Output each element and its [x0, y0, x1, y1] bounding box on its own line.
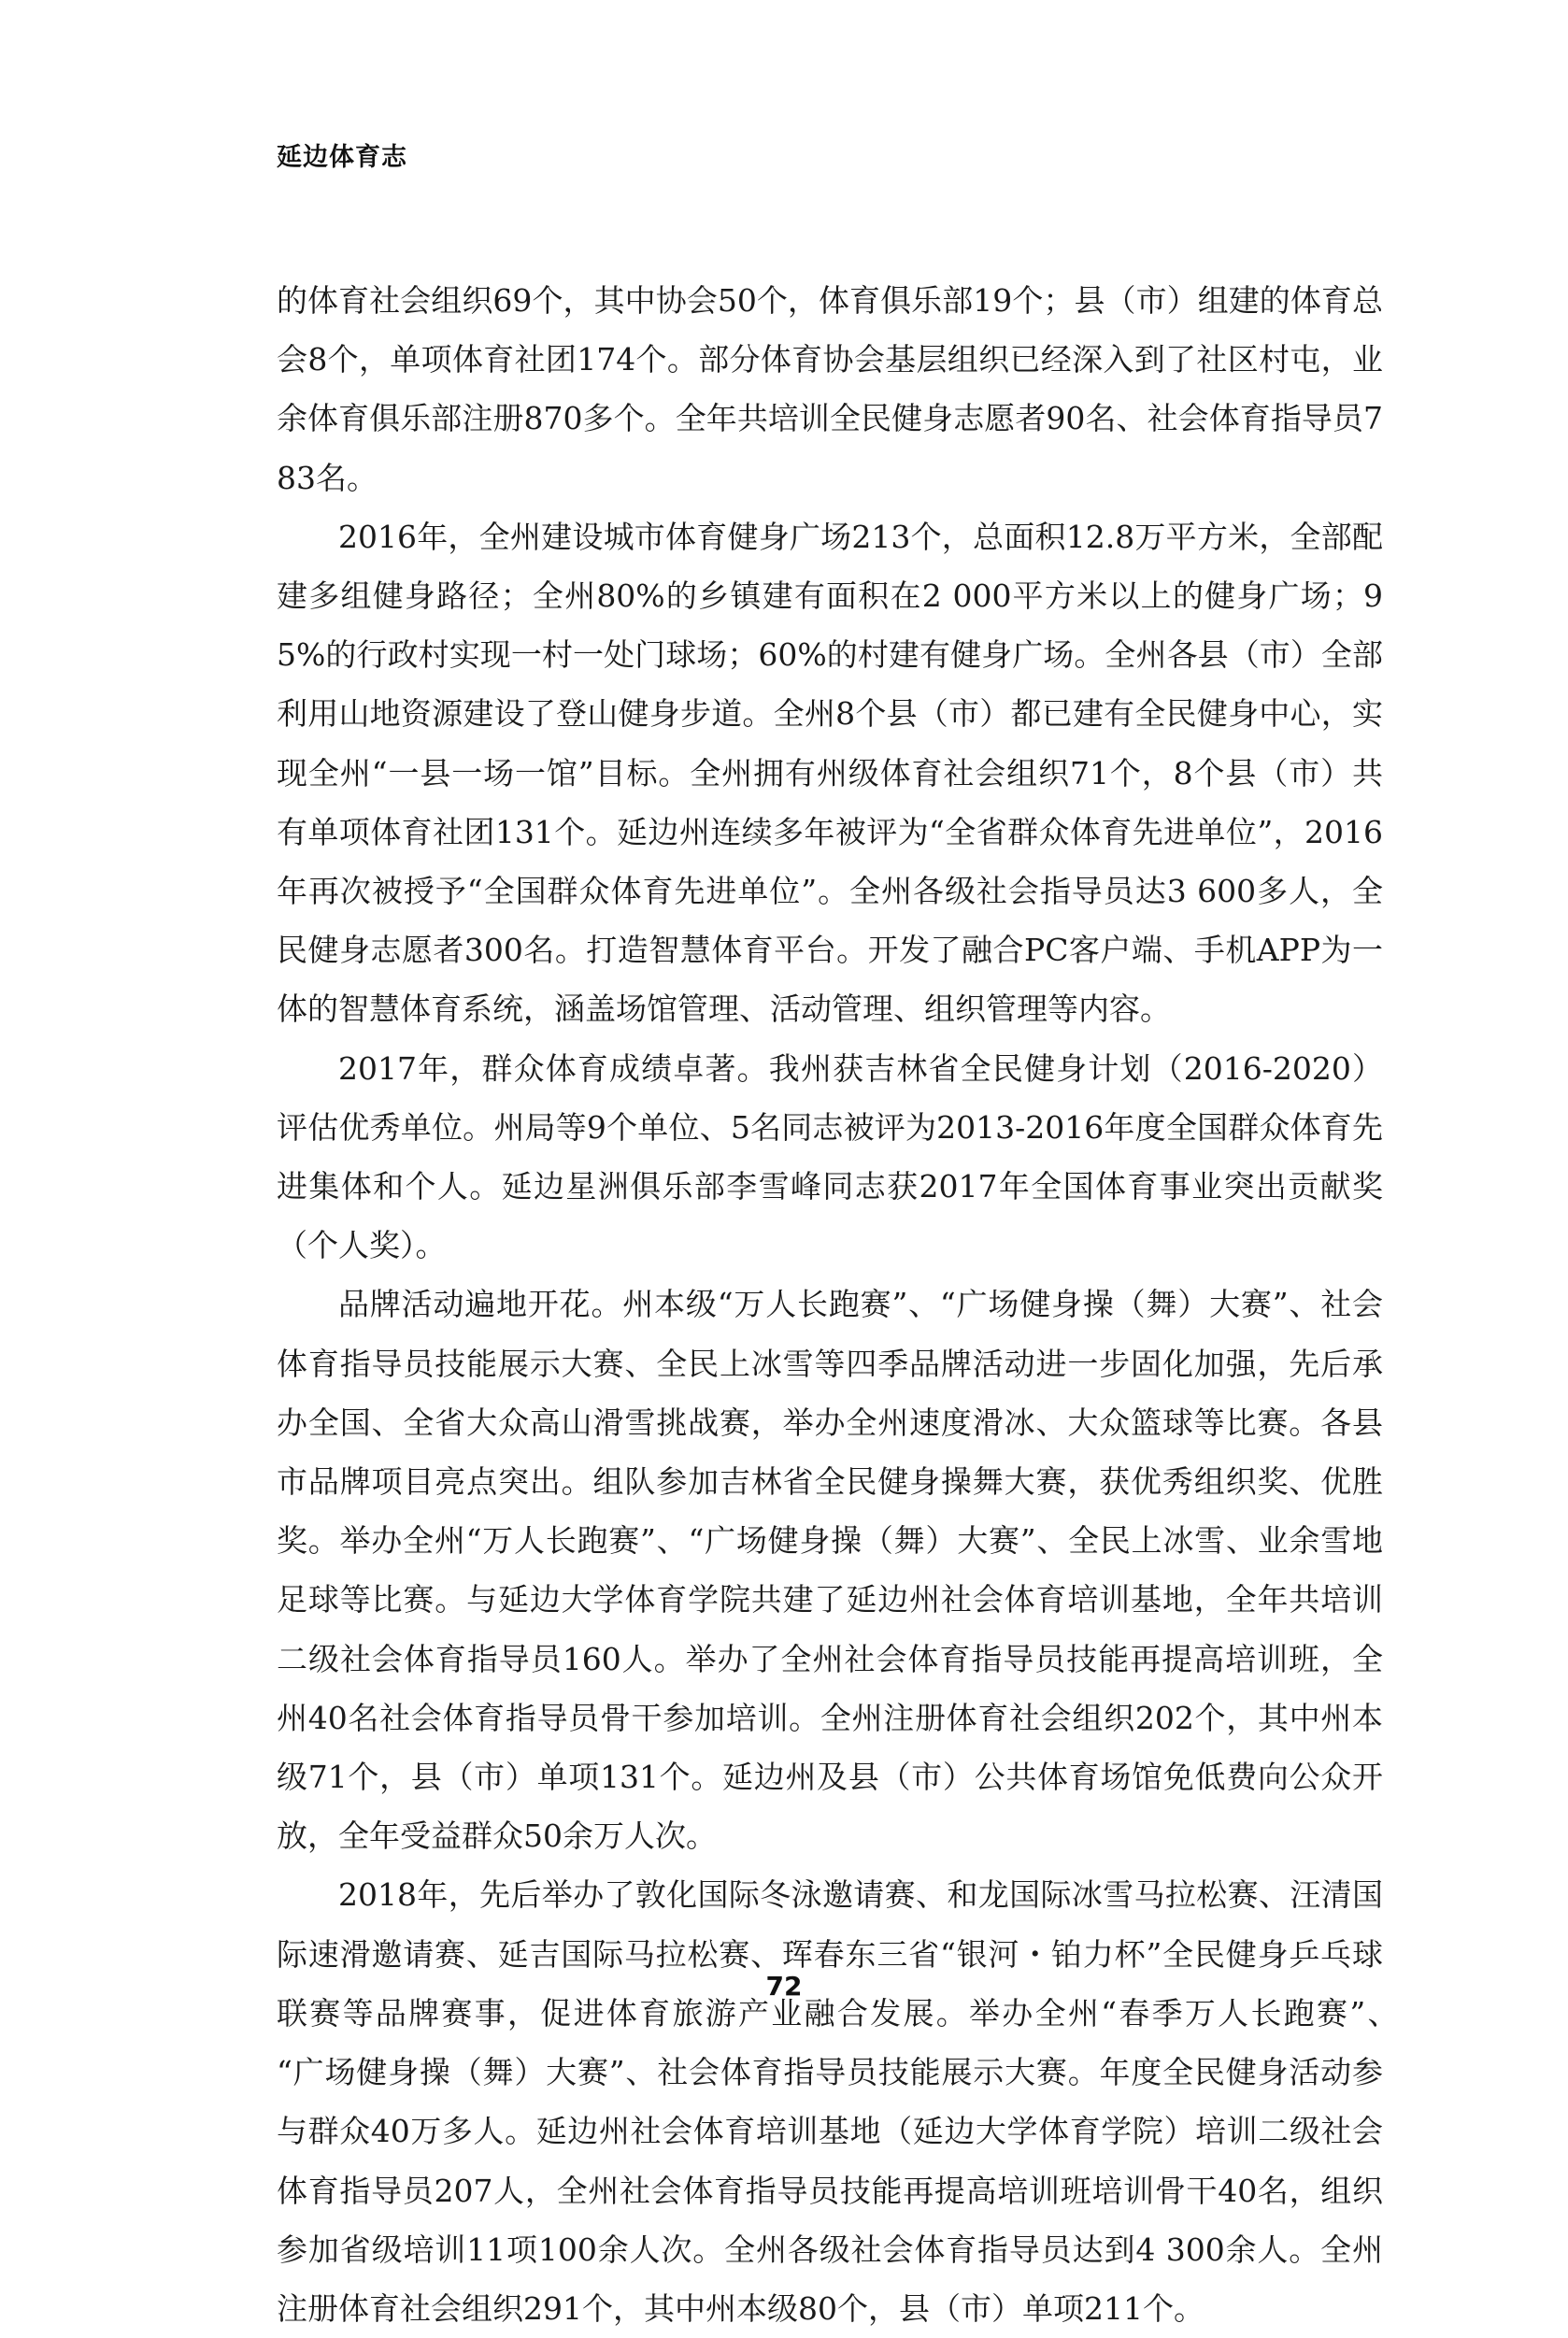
paragraph-brand-activities: 品牌活动遍地开花。州本级“万人长跑赛”、“广场健身操（舞）大赛”、社会体育指导员技能展示大赛、全民上冰雪等四季品牌活动进一步固化加强，先后承办全国、全省大众高山滑雪挑战赛，举办全州速度滑冰、大众篮球等比赛。各县市品牌项目亮点突出。组队参加吉林省全民健身操舞大赛，获优秀组织奖、优胜奖。举办全州“万人长跑赛”、“广场健身操（舞）大赛”、全民上冰雪、业余雪地足球等比赛。与延边大学体育学院共建了延边州社会体育培训基地，全年共培训二级社会体育指导员160人。举办了全州社会体育指导员技能再提高培训班，全州40名社会体育指导员骨干参加培训。全州注册体育社会组织202个，其中州本级71个，县（市）单项131个。延边州及县（市）公共体育场馆免低费向公众开放，全年受益群众50余万人次。 [277, 1286, 1383, 1855]
paragraph-continued: 的体育社会组织69个，其中协会50个，体育俱乐部19个；县（市）组建的体育总会8个，单项体育社团174个。部分体育协会基层组织已经深入到了社区村屯，业余体育俱乐部注册870多个。全年共培训全民健身志愿者90名、社会体育指导员783名。 [277, 282, 1383, 496]
body-text [277, 271, 1414, 2338]
paragraph-2017: 2017年，群众体育成绩卓著。我州获吉林省全民健身计划（2016-2020）评估优秀单位。州局等9个单位、5名同志被评为2013-2016年度全国群众体育先进集体和个人。延边星洲俱乐部李雪峰同志获2017年全国体育事业突出贡献奖（个人奖）。 [277, 1049, 1383, 1264]
paragraph-2016: 2016年，全州建设城市体育健身广场213个，总面积12.8万平方米，全部配建多组健身路径；全州80%的乡镇建有面积在2 000平方米以上的健身广场；95%的行政村实现一村一处门球场；60%的村建有健身广场。全州各县（市）全部利用山地资源建设了登山健身步道。全州8个县（市）都已建有全民健身中心，实现全州“一县一场一馆”目标。全州拥有州级体育社会组织71个，8个县（市）共有单项体育社团131个。延边州连续多年被评为“全省群众体育先进单位”，2016年再次被授予“全国群众体育先进单位”。全州各级社会指导员达3 600多人，全民健身志愿者300名。打造智慧体育平台。开发了融合PC客户端、手机APP为一体的智慧体育系统，涵盖场馆管理、活动管理、组织管理等内容。 [277, 518, 1383, 1028]
paragraph-2018: 2018年，先后举办了敦化国际冬泳邀请赛、和龙国际冰雪马拉松赛、汪清国际速滑邀请赛、延吉国际马拉松赛、珲春东三省“银河・铂力杯”全民健身乒乓球联赛等品牌赛事，促进体育旅游产业融合发展。举办全州“春季万人长跑赛”、 “广场健身操（舞）大赛”、社会体育指导员技能展示大赛。年度全民健身活动参与群众40万多人。延边州社会体育培训基地（延边大学体育学院）培训二级社会体育指导员207人，全州社会体育指导员技能再提高培训班培训骨干40名，组织参加省级培训11项100余人次。全州各级社会体育指导员达到4 300余人。全州注册体育社会组织291个，其中州本级80个，县（市）单项211个。 [277, 1876, 1414, 2327]
page-number: 72 [765, 1971, 803, 2002]
running-head-title: 延边体育志 [277, 143, 407, 172]
